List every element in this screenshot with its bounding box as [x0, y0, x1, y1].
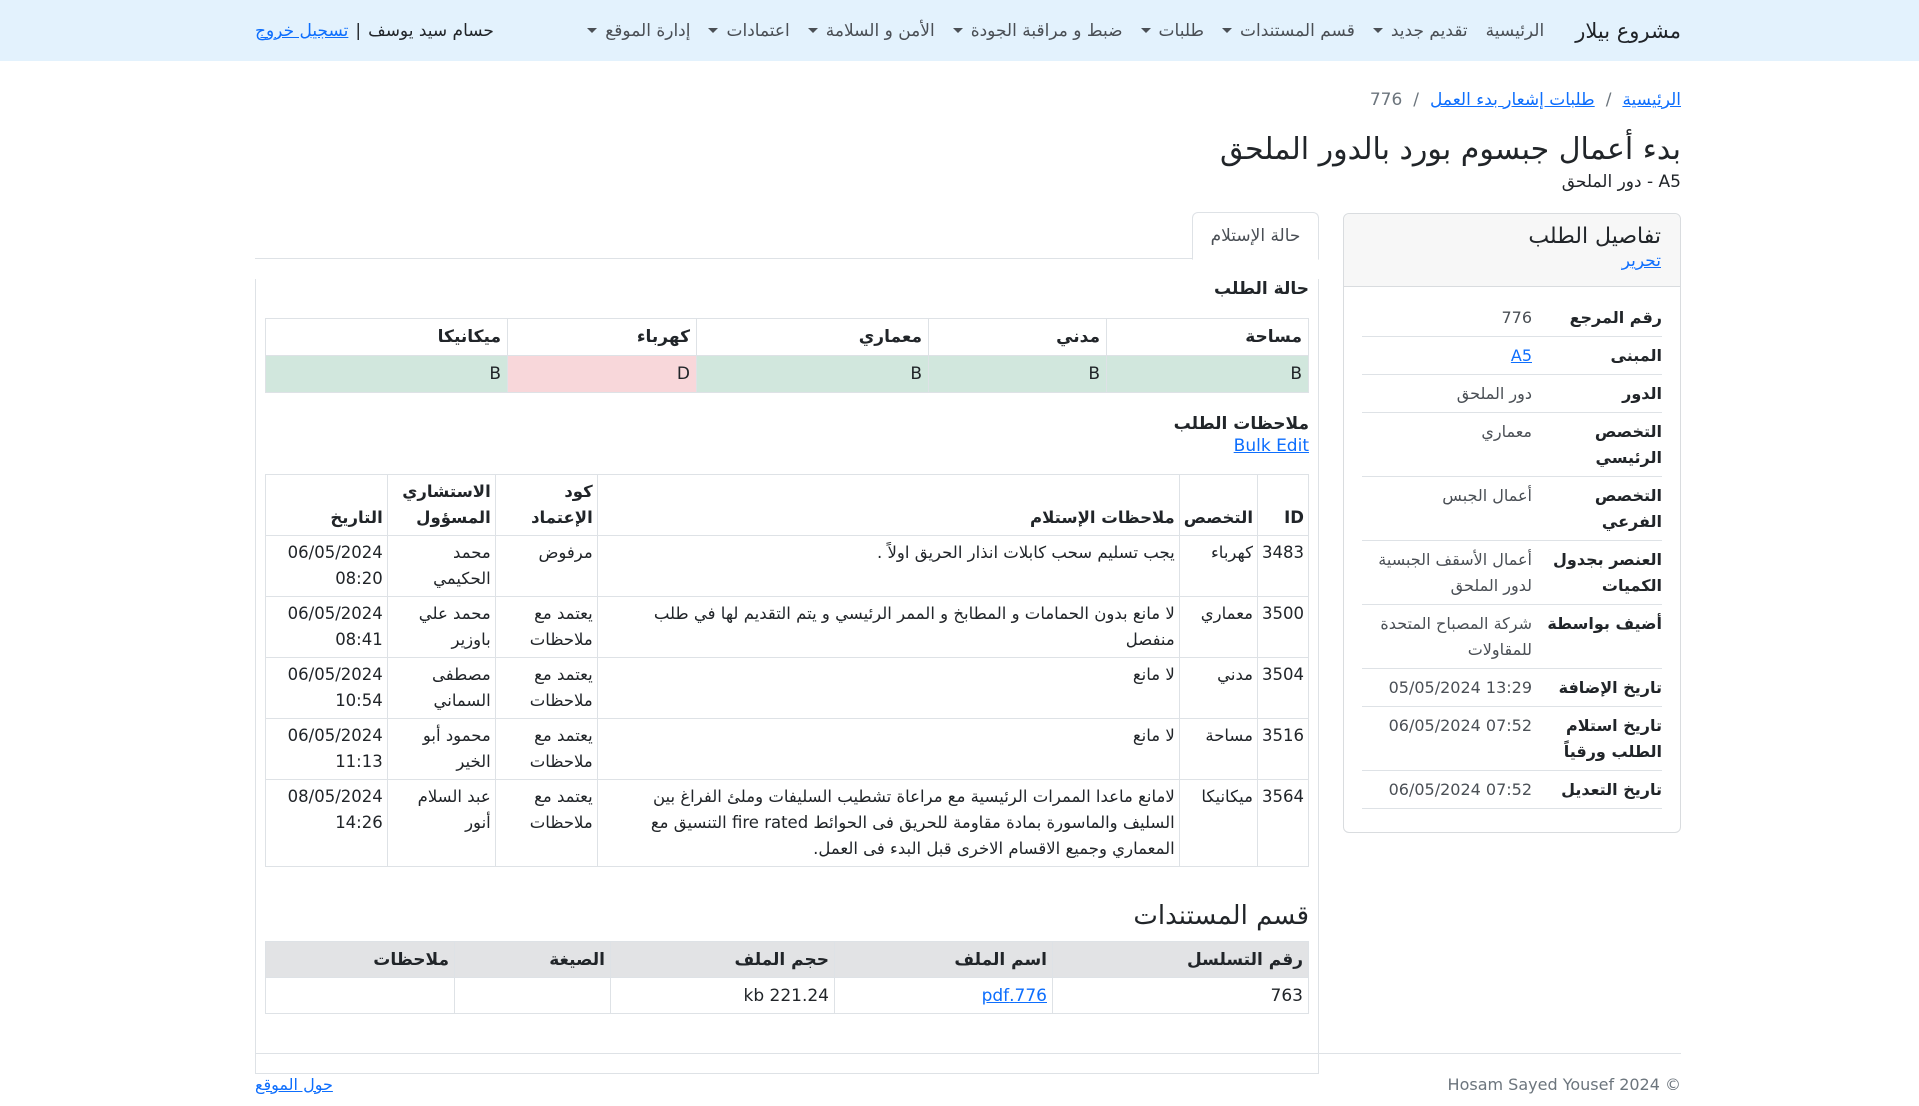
status-cell: D	[508, 356, 697, 393]
detail-row-paper-received-date	[1362, 707, 1662, 771]
caret-down-icon	[1373, 28, 1383, 33]
note-specialty: كهرباء	[1179, 536, 1257, 597]
detail-label: التخصص الفرعي	[1594, 486, 1662, 531]
detail-value: 05/05/2024 13:29	[1388, 678, 1532, 697]
nav-item-approvals[interactable]: اعتمادات	[708, 21, 789, 41]
note-code: يعتمد مع ملاحظات	[495, 658, 597, 719]
docs-header: ملاحظات	[266, 942, 455, 978]
top-navbar	[0, 0, 1919, 61]
status-header: مدني	[929, 319, 1107, 356]
notes-header: كود الإعتماد	[495, 475, 597, 536]
table-row	[266, 780, 1309, 867]
nav-item-documents[interactable]: قسم المستندات	[1222, 21, 1355, 41]
docs-header: رقم التسلسل	[1053, 942, 1309, 978]
detail-row-reference	[1362, 299, 1662, 337]
detail-value: معماري	[1481, 422, 1532, 441]
detail-label: تاريخ استلام الطلب ورقياً	[1563, 716, 1662, 761]
nav-item-new-submission[interactable]: تقديم جديد	[1373, 21, 1468, 41]
detail-value: 06/05/2024 07:52	[1388, 716, 1532, 735]
detail-row-sub-specialty	[1362, 477, 1662, 541]
caret-down-icon	[587, 28, 597, 33]
tab-receipt-status[interactable]: حالة الإستلام	[1192, 212, 1319, 260]
notes-header: ملاحظات الإستلام	[597, 475, 1179, 536]
tab-strip	[255, 212, 1319, 259]
detail-label: التخصص الرئيسي	[1594, 422, 1662, 467]
note-code: يعتمد مع ملاحظات	[495, 719, 597, 780]
detail-row-added-date	[1362, 669, 1662, 707]
breadcrumb-divider: /	[1605, 90, 1612, 110]
detail-value: 06/05/2024 07:52	[1388, 780, 1532, 799]
detail-row-floor	[1362, 375, 1662, 413]
detail-label: تاريخ الإضافة	[1558, 678, 1662, 697]
status-header: معماري	[697, 319, 929, 356]
note-text: لا مانع	[597, 658, 1179, 719]
footer-copyright: © 2024 Hosam Sayed Yousef	[1447, 1075, 1681, 1094]
status-header: مساحة	[1107, 319, 1309, 356]
doc-notes	[266, 978, 455, 1014]
detail-label: تاريخ التعديل	[1561, 780, 1662, 799]
caret-down-icon	[1141, 28, 1151, 33]
notes-header: الاستشاري المسؤول	[387, 475, 495, 536]
status-section-title: حالة الطلب	[1214, 279, 1309, 299]
note-date: 06/05/2024 08:41	[266, 597, 388, 658]
note-code: مرفوض	[495, 536, 597, 597]
note-text: لامانع ماعدا الممرات الرئيسية مع مراعاة تشطيب السليفات وملئ الفراغ بين السليف والماسورة بمادة مقاومة للحريق فى الحوائط fire rated التنسيق مع المعماري وجميع الاقسام الاخرى قبل البدء فى العمل.	[597, 780, 1179, 867]
doc-file-cell	[835, 978, 1053, 1014]
note-specialty: مدني	[1179, 658, 1257, 719]
note-code: يعتمد مع ملاحظات	[495, 780, 597, 867]
page-subtitle: A5 - دور الملحق	[1561, 172, 1681, 192]
nav-item-safety[interactable]: الأمن و السلامة	[808, 21, 935, 41]
detail-row-boq-item	[1362, 541, 1662, 605]
docs-header: حجم الملف	[611, 942, 835, 978]
detail-value: دور الملحق	[1456, 384, 1532, 403]
notes-header: ID	[1258, 475, 1309, 536]
note-consultant: مصطفى السماني	[387, 658, 495, 719]
table-row	[266, 536, 1309, 597]
building-link[interactable]: A5	[1510, 346, 1532, 365]
note-code: يعتمد مع ملاحظات	[495, 597, 597, 658]
notes-header: التخصص	[1179, 475, 1257, 536]
nav-item-home[interactable]: الرئيسية	[1485, 20, 1545, 41]
documents-table	[265, 941, 1309, 1014]
note-date: 06/05/2024 10:54	[266, 658, 388, 719]
doc-serial: 763	[1053, 978, 1309, 1014]
documents-section-title: قسم المستندات	[1133, 901, 1309, 931]
breadcrumb	[1370, 90, 1681, 110]
doc-file-link[interactable]: 776.pdf	[981, 985, 1047, 1006]
logout-link[interactable]: تسجيل خروج	[255, 20, 349, 41]
table-row	[266, 658, 1309, 719]
table-row	[266, 978, 1309, 1014]
details-list	[1344, 287, 1680, 809]
docs-header: اسم الملف	[835, 942, 1053, 978]
nav-item-quality-control[interactable]: ضبط و مراقبة الجودة	[953, 21, 1123, 41]
note-text: يجب تسليم سحب كابلات انذار الحريق اولاً .	[597, 536, 1179, 597]
status-cell: B	[1107, 356, 1309, 393]
note-date: 06/05/2024 08:20	[266, 536, 388, 597]
notes-header: التاريخ	[266, 475, 388, 536]
card-title: تفاصيل الطلب	[1528, 224, 1661, 249]
breadcrumb-current: 776	[1369, 90, 1403, 110]
nav-item-requests[interactable]: طلبات	[1141, 21, 1204, 41]
bulk-edit-link[interactable]: Bulk Edit	[1233, 436, 1309, 456]
status-cell: B	[929, 356, 1107, 393]
note-specialty: مساحة	[1179, 719, 1257, 780]
note-id: 3483	[1258, 536, 1309, 597]
note-text: لا مانع	[597, 719, 1179, 780]
notes-section-title: ملاحظات الطلب	[1173, 414, 1309, 434]
edit-link[interactable]: تحرير	[1621, 251, 1661, 271]
breadcrumb-divider: /	[1413, 90, 1419, 110]
status-header: ميكانيكا	[266, 319, 508, 356]
nav-item-site-admin[interactable]: إدارة الموقع	[587, 21, 690, 41]
notes-table	[265, 474, 1309, 867]
table-row	[266, 597, 1309, 658]
detail-row-building	[1362, 337, 1662, 375]
note-specialty: ميكانيكا	[1179, 780, 1257, 867]
note-date: 08/05/2024 14:26	[266, 780, 388, 867]
note-consultant: عبد السلام أنور	[387, 780, 495, 867]
detail-value: أعمال الأسقف الجبسية لدور الملحق	[1378, 550, 1532, 595]
caret-down-icon	[1222, 28, 1232, 33]
user-name: حسام سيد يوسف	[368, 20, 494, 41]
note-text: لا مانع بدون الحمامات و المطابخ و الممر الرئيسي و يتم التقديم لها في طلب منفصل	[597, 597, 1179, 658]
user-separator: |	[355, 20, 362, 41]
receipt-status-panel	[255, 212, 1319, 1074]
breadcrumb-home[interactable]: الرئيسية	[1622, 90, 1681, 110]
docs-header: الصيغة	[455, 942, 611, 978]
tab-content	[255, 279, 1319, 1074]
note-consultant: محمد الحكيمي	[387, 536, 495, 597]
brand-name[interactable]: مشروع بيلار	[1575, 18, 1681, 43]
page-title: بدء أعمال جبسوم بورد بالدور الملحق	[1219, 132, 1681, 167]
note-id: 3564	[1258, 780, 1309, 867]
detail-row-modified-date	[1362, 771, 1662, 809]
doc-size: 221.24 kb	[611, 978, 835, 1014]
user-area	[255, 21, 494, 41]
footer-divider	[255, 1053, 1681, 1054]
status-cell: B	[266, 356, 508, 393]
detail-label: أضيف بواسطة	[1547, 614, 1662, 633]
detail-row-added-by	[1362, 605, 1662, 669]
detail-label: الدور	[1622, 384, 1662, 403]
caret-down-icon	[808, 28, 818, 33]
card-header	[1344, 214, 1680, 287]
note-id: 3500	[1258, 597, 1309, 658]
detail-value: أعمال الجبس	[1442, 486, 1532, 505]
doc-format	[455, 978, 611, 1014]
detail-label: العنصر بجدول الكميات	[1553, 550, 1662, 595]
caret-down-icon	[953, 28, 963, 33]
status-table	[265, 318, 1309, 393]
breadcrumb-section[interactable]: طلبات إشعار بدء العمل	[1430, 90, 1595, 110]
note-id: 3504	[1258, 658, 1309, 719]
note-id: 3516	[1258, 719, 1309, 780]
status-row	[266, 356, 1309, 393]
note-specialty: معماري	[1179, 597, 1257, 658]
about-link[interactable]: حول الموقع	[255, 1075, 333, 1094]
detail-label: رقم المرجع	[1569, 308, 1662, 327]
note-consultant: محمد علي باوزير	[387, 597, 495, 658]
caret-down-icon	[708, 28, 718, 33]
detail-label: المبنى	[1610, 346, 1662, 365]
status-header: كهرباء	[508, 319, 697, 356]
note-date: 06/05/2024 11:13	[266, 719, 388, 780]
request-details-card	[1343, 213, 1681, 833]
detail-row-main-specialty	[1362, 413, 1662, 477]
note-consultant: محمود أبو الخير	[387, 719, 495, 780]
status-cell: B	[697, 356, 929, 393]
table-row	[266, 719, 1309, 780]
detail-value: 776	[1501, 308, 1532, 327]
nav-menu	[578, 19, 1681, 43]
detail-value: شركة المصباح المتحدة للمقاولات	[1380, 614, 1532, 659]
